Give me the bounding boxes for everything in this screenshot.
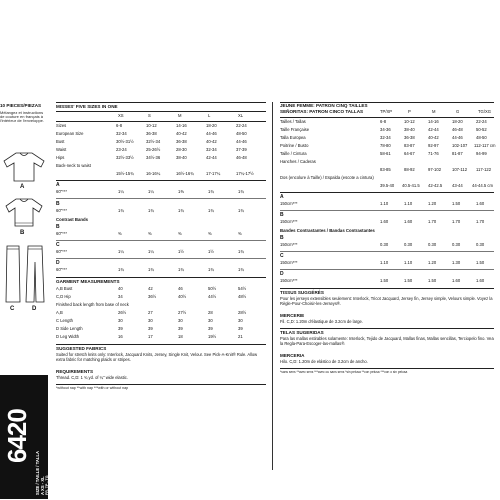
requirements-text: Thread. C,D: 1 ¾ yd. of ¼" wide elastic. [56, 375, 128, 380]
fabric-row-c: C [56, 242, 60, 248]
jeune-femme-title: JEUNE FEMME: PATRON CINQ TAILLES [280, 103, 368, 108]
fabric-row-b2-values: 60"*** ⅜ ⅜ ⅜ ⅜ ⅜ [56, 231, 242, 236]
fabric-row-d-values: 60"*** 1¾ 1¾ 1¾ 1¾ 1¾ [56, 267, 244, 272]
fabric-row-d: D [280, 271, 284, 277]
requirements-title: REQUIREMENTS [56, 369, 94, 374]
merceria-text: Hilo. C,D: 1.20m de elástico de 3.2cm de ancho. [280, 359, 368, 364]
pattern-number: 6420 [2, 409, 32, 463]
telas-text: Para las mallas estirables solamente: Interlock, Tejido de Jacquard, Mallas finas, Mallas sencillas, Terciopelo fino. Vea la Regla-Para-Escoger-las-mallas®. [280, 336, 494, 346]
table-row: A,B Bust 40 42 46 50½ 54½ [56, 286, 247, 291]
table-row: Back-neck to waist [56, 163, 91, 168]
fabric-row-a: A [56, 182, 60, 188]
english-chart [56, 102, 266, 472]
fabric-row-a: A [280, 194, 284, 200]
table-row: 83-85 88-92 97-102 107-112 117-122 [380, 167, 492, 172]
table-row: D Side Length 39 39 39 39 39 [56, 326, 243, 331]
table-row: Dos (encolure à Taille) / Espalda (escote a cintura) [280, 175, 374, 180]
mercerie-text: Fil. C,D: 1.20m d'élastique de 3.2cm de large. [280, 319, 363, 324]
table-row: European Size 32-34 36-38 40-42 44-46 48-50 [56, 131, 247, 136]
table-row: Talla Europea 32-34 36-38 40-42 44-46 48-50 [280, 135, 487, 140]
tissus-text: Pour les jerseys extensibles seulement: Interlock, Tricot Jacquard, Jersey fin, Jersey simple, Velours simple. Voyez la Règle-Pour-Choisir-les-Jerseys®. [280, 296, 493, 306]
bandes-contrastantes-title: Bandes Contrastantes / Bandas Contrastantes [280, 228, 375, 233]
table-row: Poitrine / Busto 78-80 83-87 92-97 102-107 112-117 cm [280, 143, 496, 148]
table-row: Taille Française 34-36 38-40 42-44 46-48 50-52 [280, 127, 487, 132]
view-d-label: D [32, 306, 37, 312]
view-b-label: B [20, 230, 25, 236]
table-row: C Length 30 30 30 30 30 [56, 318, 243, 323]
contrast-bands-title: Contrast Bands [56, 217, 88, 222]
view-a-sketch [2, 149, 46, 183]
table-row: Hanches / Caderas [280, 159, 316, 164]
table-row: 15½-15¾ 16-16¼ 16½-16¾ 17-17¼ 17¼-17½ [116, 171, 254, 176]
view-b-sketch [4, 196, 44, 228]
french-spanish-chart [280, 102, 494, 472]
fabric-row-c-values: 150cm*** 1.10 1.10 1.20 1.30 1.50 [280, 260, 485, 265]
table-row: Waist 23-24 25-26½ 28-30 32-34 37-39 [56, 147, 247, 152]
view-c-label: C [10, 306, 15, 312]
fabric-row-b: B [280, 212, 284, 218]
tissus-title: TISSUS SUGGÉRÉS [280, 290, 324, 295]
fabric-row-b2: B [56, 224, 60, 230]
left-footnote: *without nap **with nap ***with or without nap [56, 386, 129, 390]
suggested-fabrics-text: Suited for stretch knits only: Interlock, Jacquard Knits, Jersey, Single Knit, Velour. See Pick-A-Knit® Rule. Allow extra fabric for matching plaids or stripes. [56, 352, 258, 362]
fabric-row-b: B [56, 201, 60, 207]
merceria-title: MERCERIA [280, 353, 305, 358]
mercerie-title: MERCERIE [280, 313, 305, 318]
size-header-row: XS S M L XL [118, 113, 244, 118]
fabric-row-b2: B [280, 235, 284, 241]
pieces-count: 10 PIECES/PIEZAS [0, 103, 42, 108]
telas-title: TELAS SUGERIDAS [280, 330, 324, 335]
table-row: Sizes 6-8 10-12 14-16 18-20 22-24 [56, 123, 247, 128]
fabric-row-d: D [56, 260, 60, 266]
fabric-row-b-values: 60"*** 1¾ 1¾ 1¾ 1¾ 1¾ [56, 208, 244, 213]
table-row: Finished back length from base of neck [56, 302, 129, 307]
table-row: C,D Hip 34 36½ 40½ 44½ 48½ [56, 294, 247, 299]
right-footnote: *sans sens **avec sens ***avec ou sans sens *sin pelusa **con pelusa ***con o sin pelusa [280, 370, 408, 374]
table-row: A,B 26½ 27 27½ 28 28½ [56, 310, 247, 315]
fabric-row-a-values: 150cm*** 1.10 1.10 1.20 1.50 1.60 [280, 201, 485, 206]
pieces-note: Mélangez et instructions de couture en français à l'intérieur de l'enveloppe. [0, 110, 44, 124]
fabric-row-d-values: 150cm*** 1.50 1.50 1.50 1.60 1.60 [280, 278, 485, 283]
table-row: Bust 30½-31½ 32½-34 36-38 40-42 44-46 [56, 139, 247, 144]
fabric-row-c-values: 60"*** 1¼ 1¼ 1½ 1½ 1¾ [56, 249, 244, 254]
garment-measurements-title: GARMENT MEASUREMENTS [56, 279, 120, 284]
size-label: SIZE / TAILLE / TALLA [35, 450, 40, 495]
fabric-row-c: C [280, 253, 284, 259]
view-a-label: A [20, 184, 25, 190]
table-row: 39.5-40 40.5-41.5 42-42.5 43-44 44-44.5 cm [380, 183, 493, 188]
fabric-row-a-values: 60"*** 1¼ 1¼ 1⅜ 1¾ 1¾ [56, 189, 244, 194]
fabric-row-b-values: 150cm*** 1.60 1.60 1.70 1.70 1.70 [280, 219, 485, 224]
center-divider [272, 102, 273, 470]
pattern-number-band [0, 375, 48, 499]
table-row: Taille / Cintura 58-61 64-67 71-76 81-87 94-99 [280, 151, 487, 156]
size-header-row: TP/XP P M G TG/XG [380, 109, 492, 114]
views-strip [0, 104, 48, 400]
fabric-row-b2-values: 150cm*** 0.30 0.30 0.30 0.30 0.30 [280, 242, 485, 247]
table-row: D Leg Width 16 17 18 19½ 21 [56, 334, 243, 339]
size-range-2: FR. TP - TG [45, 475, 49, 495]
view-d-sketch [24, 244, 46, 304]
suggested-fabrics-title: SUGGESTED FABRICS [56, 346, 107, 351]
table-row: Tailles / Tallas 6-8 10-12 14-16 18-20 22-24 [280, 119, 487, 124]
size-range-1: A XS - XL [40, 476, 45, 495]
table-row: Hips 32½-33½ 34½-36 38-40 42-44 46-48 [56, 155, 247, 160]
misses-title: MISSES' FIVE SIZES IN ONE [56, 104, 118, 109]
senoritas-title: SEÑORITAS: PATRON CINCO TALLAS [280, 109, 364, 114]
view-c-sketch [2, 244, 24, 304]
